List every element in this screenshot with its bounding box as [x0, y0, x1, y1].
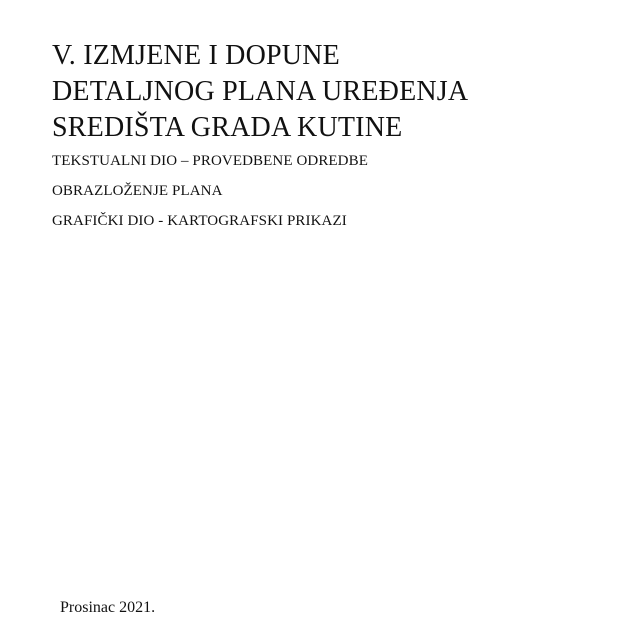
document-date: Prosinac 2021. — [60, 599, 156, 616]
title-line-2: DETALJNOG PLANA UREĐENJA — [52, 76, 469, 107]
section-graphic-part: GRAFIČKI DIO - KARTOGRAFSKI PRIKAZI — [52, 213, 347, 229]
title-line-3: SREDIŠTA GRADA KUTINE — [52, 112, 403, 143]
title-line-1: V. IZMJENE I DOPUNE — [52, 40, 340, 71]
section-plan-explanation: OBRAZLOŽENJE PLANA — [52, 183, 223, 199]
section-textual-part: TEKSTUALNI DIO – PROVEDBENE ODREDBE — [52, 153, 368, 169]
section-list — [52, 152, 612, 242]
document-title — [52, 38, 622, 146]
